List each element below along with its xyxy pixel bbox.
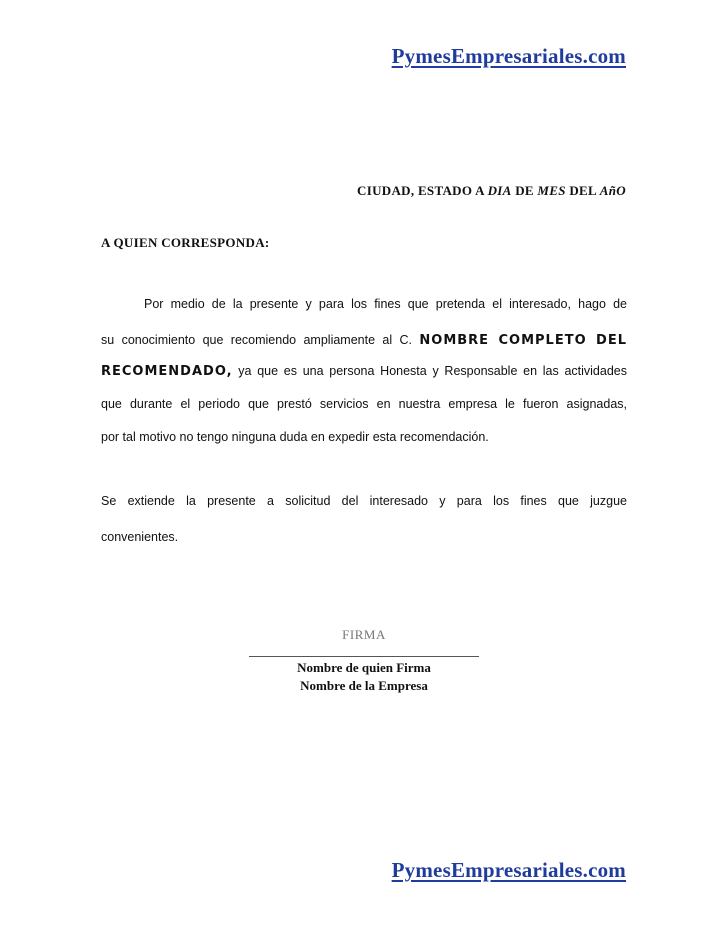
paragraph2-line1: Se extiende la presente a solicitud del interesado y para los fines que juzgue: [101, 494, 627, 508]
header-site-link[interactable]: PymesEmpresariales.com: [391, 44, 626, 68]
footer-site-link[interactable]: PymesEmpresariales.com: [391, 858, 626, 882]
date-de: DE: [511, 183, 538, 198]
date-month: MES: [537, 183, 566, 198]
date-line: [357, 183, 626, 199]
signer-name: Nombre de quien Firma: [297, 660, 431, 675]
recommended-name-part2: RECOMENDADO,: [101, 364, 233, 379]
paragraph1-line3-text: ya que es una persona Honesta y Responsable en las actividades: [238, 364, 627, 378]
recommended-name-part1: NOMBRE COMPLETO DEL: [419, 333, 627, 348]
paragraph1-line4: que durante el periodo que prestó servicios en nuestra empresa le fueron asignadas,: [101, 397, 627, 411]
paragraph1-line1: Por medio de la presente y para los fines que pretenda el interesado, hago de: [144, 297, 627, 311]
paragraph1-line3: [101, 364, 627, 379]
signature-label: [0, 627, 728, 643]
paragraph1-line2-text: su conocimiento que recomiendo ampliamente al C.: [101, 333, 413, 347]
paragraph2-line2: convenientes.: [101, 530, 179, 544]
signature-line: [249, 656, 479, 657]
date-day: DIA: [487, 183, 512, 198]
date-year: AñO: [599, 183, 626, 198]
salutation: A QUIEN CORRESPONDA:: [101, 235, 270, 250]
paragraph1-line2: [101, 333, 627, 348]
company-name: Nombre de la Empresa: [300, 678, 428, 693]
paragraph1-line5: por tal motivo no tengo ninguna duda en expedir esta recomendación.: [101, 430, 489, 444]
date-del: DEL: [565, 183, 600, 198]
date-prefix: CIUDAD, ESTADO A: [357, 183, 488, 198]
signature-label-text: FIRMA: [342, 627, 386, 642]
